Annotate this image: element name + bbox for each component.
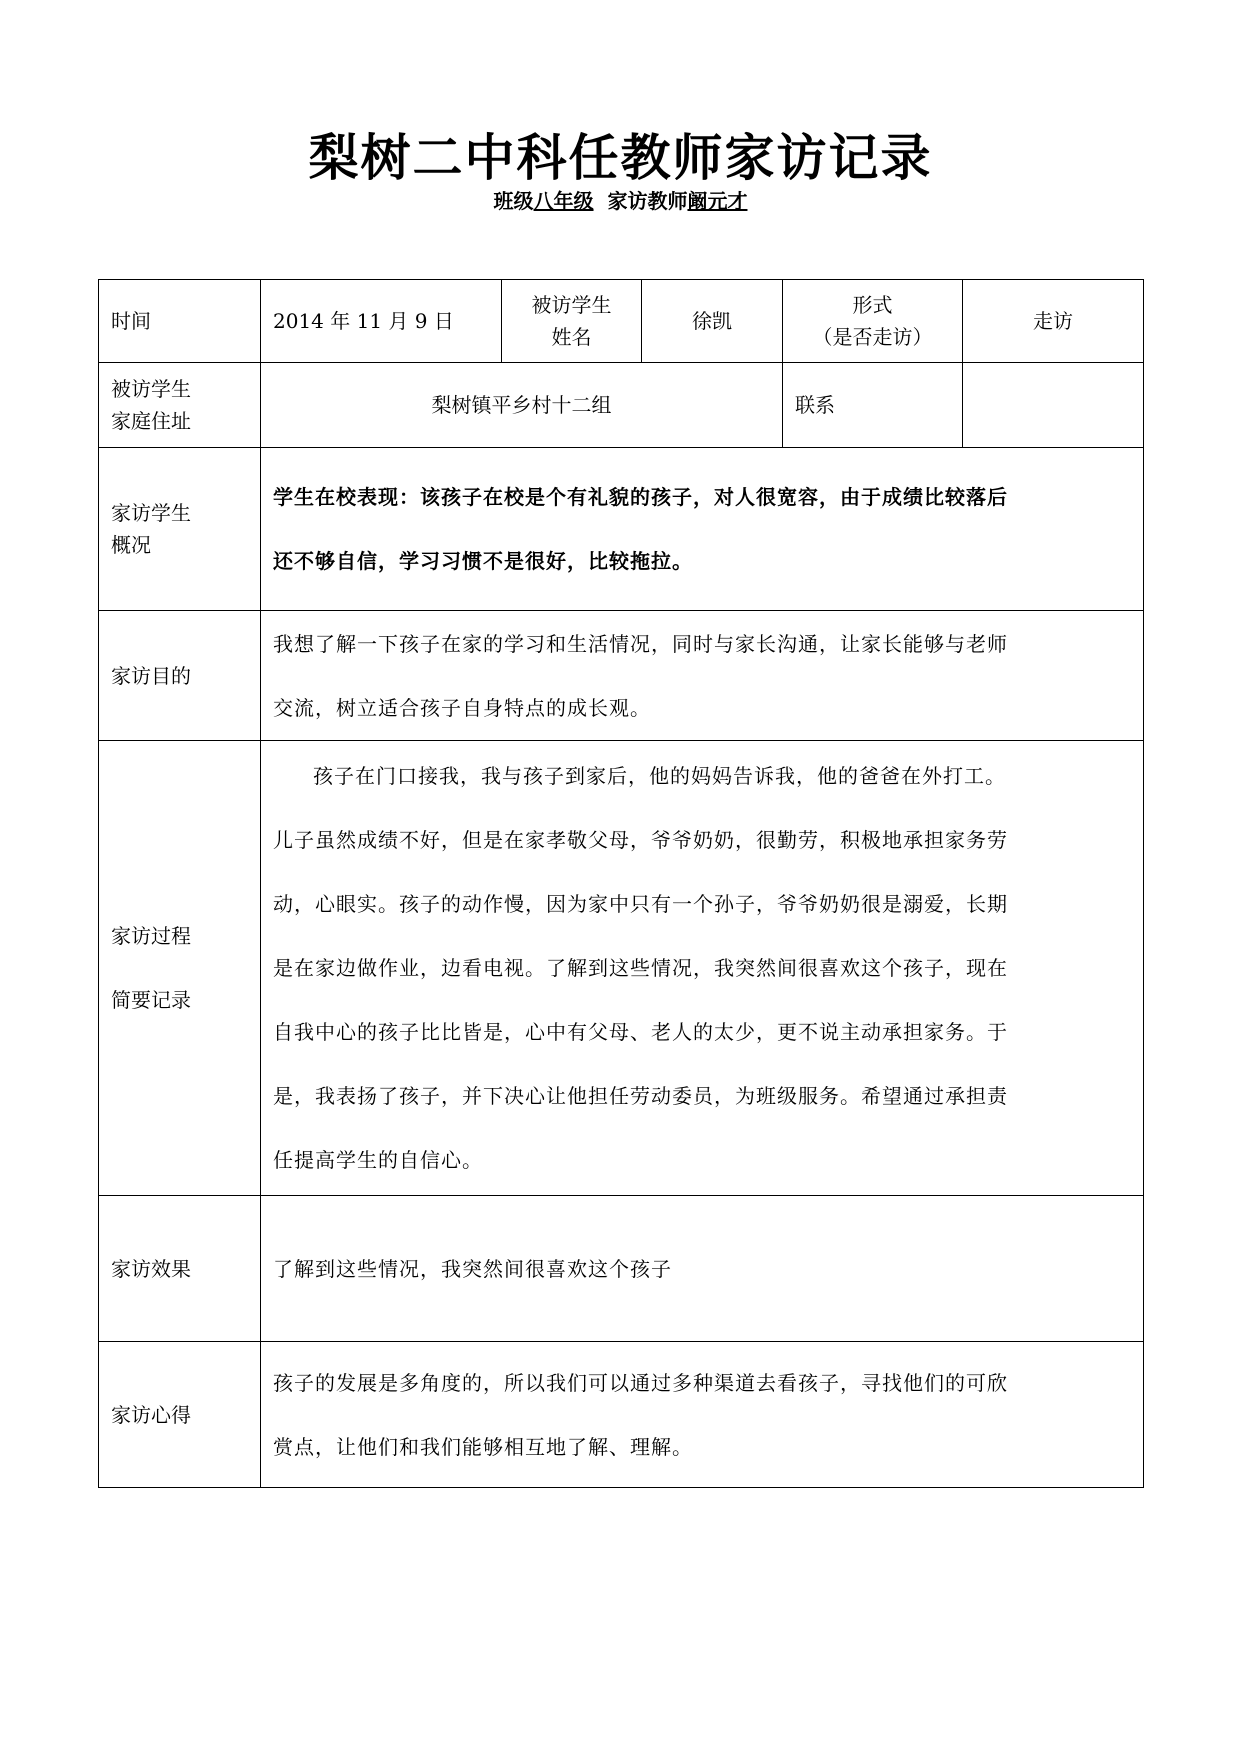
process-label: 家访过程 简要记录 (99, 741, 261, 1196)
contact-value (963, 363, 1144, 448)
purpose-content (261, 611, 1144, 741)
page-subtitle (0, 185, 1241, 214)
table-row (99, 741, 1144, 1196)
overview-line: 学生在校表现：该孩子在校是个有礼貌的孩子，对人很宽容，由于成绩比较落后 (273, 485, 1008, 509)
process-line: 任提高学生的自信心。 (273, 1148, 483, 1172)
class-label: 班级 (493, 189, 534, 213)
overview-content (261, 448, 1144, 611)
process-line: 儿子虽然成绩不好，但是在家孝敬父母，爷爷奶奶，很勤劳，积极地承担家务劳 (273, 828, 1008, 852)
effect-content (261, 1196, 1144, 1342)
reflection-line: 赏点，让他们和我们能够相互地了解、理解。 (273, 1434, 693, 1459)
overview-line: 还不够自信，学习习惯不是很好，比较拖拉。 (273, 549, 693, 573)
time-value: 2014 年 11 月 9 日 (261, 280, 502, 363)
process-line: 自我中心的孩子比比皆是，心中有父母、老人的太少，更不说主动承担家务。于 (273, 1020, 1008, 1044)
effect-line: 了解到这些情况，我突然间很喜欢这个孩子 (273, 1256, 672, 1281)
page-title: 梨树二中科任教师家访记录 (308, 129, 933, 187)
table-row (99, 280, 1144, 363)
process-line: 孩子在门口接我，我与孩子到家后，他的妈妈告诉我，他的爸爸在外打工。 (313, 764, 1006, 788)
student-name-value: 徐凯 (642, 280, 783, 363)
table-row (99, 448, 1144, 611)
process-line: 是在家边做作业，边看电视。了解到这些情况，我突然间很喜欢这个孩子，现在 (273, 956, 1008, 980)
address-value: 梨树镇平乡村十二组 (261, 363, 783, 448)
address-label: 被访学生 家庭住址 (99, 363, 261, 448)
visit-form-value: 走访 (963, 280, 1144, 363)
teacher-label: 家访教师 (607, 189, 688, 213)
process-content (261, 741, 1144, 1196)
student-name-label: 被访学生 姓名 (502, 280, 642, 363)
visit-form-label: 形式 （是否走访） (783, 280, 963, 363)
process-line: 动，心眼实。孩子的动作慢，因为家中只有一个孙子，爷爷奶奶很是溺爱，长期 (273, 892, 1008, 916)
visit-record-table (98, 279, 1144, 1488)
contact-label: 联系 (783, 363, 963, 448)
table-row (99, 1196, 1144, 1342)
reflection-label: 家访心得 (99, 1342, 261, 1488)
purpose-line: 我想了解一下孩子在家的学习和生活情况，同时与家长沟通，让家长能够与老师 (273, 631, 1008, 656)
overview-label: 家访学生 概况 (99, 448, 261, 611)
time-label: 时间 (99, 280, 261, 363)
purpose-line: 交流，树立适合孩子自身特点的成长观。 (273, 695, 651, 720)
teacher-value: 阚元才 (687, 189, 748, 213)
effect-label: 家访效果 (99, 1196, 261, 1342)
table-row (99, 363, 1144, 448)
table-row (99, 611, 1144, 741)
class-value: 八年级 (533, 189, 594, 213)
purpose-label: 家访目的 (99, 611, 261, 741)
reflection-content (261, 1342, 1144, 1488)
process-line: 是，我表扬了孩子，并下决心让他担任劳动委员，为班级服务。希望通过承担责 (273, 1084, 1008, 1108)
table-row (99, 1342, 1144, 1488)
reflection-line: 孩子的发展是多角度的，所以我们可以通过多种渠道去看孩子，寻找他们的可欣 (273, 1370, 1008, 1395)
